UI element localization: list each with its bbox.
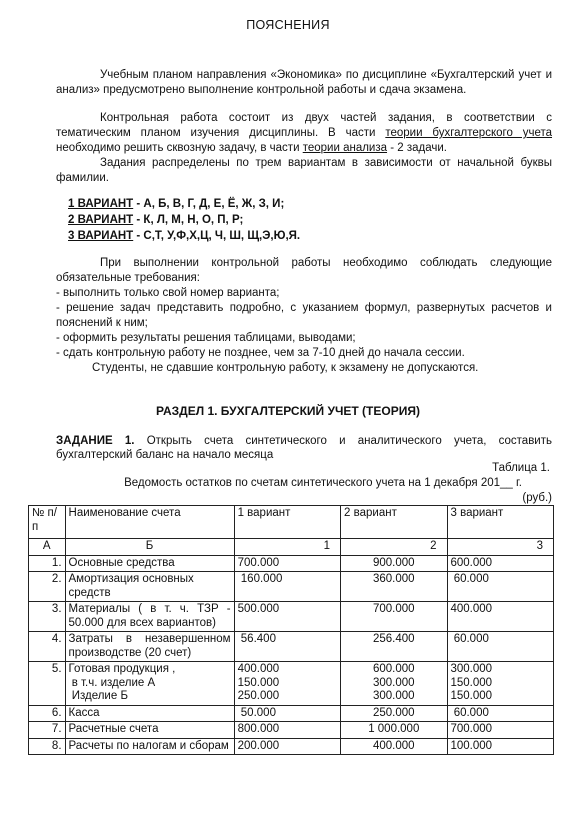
subheader-cell: 2: [341, 539, 447, 556]
row-variant-3: 100.000: [447, 738, 554, 755]
header-cell: № п/п: [29, 506, 66, 539]
variant-label: 3 ВАРИАНТ: [68, 230, 134, 242]
row-variant-3: 700.000: [447, 722, 554, 739]
task-label: ЗАДАНИЕ 1.: [56, 435, 135, 447]
row-variant-3: 60.000: [447, 632, 554, 662]
row-account: Готовая продукция , в т.ч. изделие А Изделие Б: [65, 662, 234, 706]
row-variant-2: 250.000: [341, 705, 447, 722]
header-cell: 2 вариант: [341, 506, 447, 539]
table-subheader-row: [29, 539, 554, 556]
row-number: 4.: [29, 632, 66, 662]
row-variant-1: 700.000: [234, 555, 340, 572]
header-cell: Наименование счета: [65, 506, 234, 539]
row-variant-3: 600.000: [447, 555, 554, 572]
requirement-item: - оформить результаты решения таблицами, выводами;: [56, 332, 356, 344]
row-account: Амортизация основных средств: [65, 572, 234, 602]
row-number: 7.: [29, 722, 66, 739]
row-number: 5.: [29, 662, 66, 706]
row-variant-3: 60.000: [447, 705, 554, 722]
row-variant-3: 300.000 150.000 150.000: [447, 662, 554, 706]
table-row: [29, 705, 554, 722]
table-row: [29, 632, 554, 662]
theory-analysis-link: теории анализа: [302, 142, 388, 154]
table-label: Таблица 1.: [492, 462, 550, 474]
row-account: Расчеты по налогам и сборам: [65, 738, 234, 755]
row-account: Материалы ( в т. ч. ТЗР - 50.000 для всех вариантов): [65, 602, 234, 632]
row-variant-1: 160.000: [234, 572, 340, 602]
row-variant-3: 400.000: [447, 602, 554, 632]
row-account: Расчетные счета: [65, 722, 234, 739]
table-row: [29, 738, 554, 755]
variant-label: 2 ВАРИАНТ: [68, 214, 134, 226]
row-number: 1.: [29, 555, 66, 572]
row-number: 6.: [29, 705, 66, 722]
page-title: ПОЯСНЕНИЯ: [246, 18, 330, 32]
variant-label: 1 ВАРИАНТ: [68, 198, 134, 210]
table-caption: Ведомость остатков по счетам синтетического учета на 1 декабря 201__ г.: [124, 477, 522, 489]
section-title: РАЗДЕЛ 1. БУХГАЛТЕРСКИЙ УЧЕТ (ТЕОРИЯ): [156, 404, 420, 418]
requirement-item: - решение задач представить подробно, с указанием формул, развернутых расчетов и пояснений к ним;: [56, 302, 552, 329]
requirement-item: - выполнить только свой номер варианта;: [56, 287, 280, 299]
row-variant-1: 400.000 150.000 250.000: [234, 662, 340, 706]
table-row: [29, 722, 554, 739]
variant-letters: - К, Л, М, Н, О, П, Р;: [133, 214, 244, 226]
row-variant-1: 500.000: [234, 602, 340, 632]
intro-paragraph-3: Задания распределены по трем вариантам в зависимости от начальной буквы фамилии.: [56, 157, 552, 184]
subheader-cell: А: [29, 539, 66, 556]
row-number: 8.: [29, 738, 66, 755]
requirements-lead: При выполнении контрольной работы необходимо соблюдать следующие обязательные требования:: [56, 257, 552, 284]
task-1: [56, 434, 552, 462]
variant-letters: - С,Т, У,Ф,Х,Ц, Ч, Ш, Щ,Э,Ю,Я.: [133, 230, 301, 242]
row-account: Основные средства: [65, 555, 234, 572]
variant-2: [68, 213, 243, 228]
variant-1: [68, 197, 284, 212]
row-variant-2: 256.400: [341, 632, 447, 662]
row-account: Затраты в незавершенном производстве (20 счет): [65, 632, 234, 662]
row-variant-2: 900.000: [341, 555, 447, 572]
row-variant-1: 50.000: [234, 705, 340, 722]
intro-paragraph-1: Учебным планом направления «Экономика» по дисциплине «Бухгалтерский учет и анализ» предусмотрено выполнение контрольной работы и сдача экзамена.: [56, 69, 552, 96]
row-variant-2: 360.000: [341, 572, 447, 602]
row-variant-1: 56.400: [234, 632, 340, 662]
table-header-row: [29, 506, 554, 539]
subheader-cell: Б: [65, 539, 234, 556]
row-number: 2.: [29, 572, 66, 602]
task-text: Открыть счета синтетического и аналитического учета, составить бухгалтерский баланс на начало месяца: [56, 435, 552, 461]
row-variant-2: 700.000: [341, 602, 447, 632]
header-cell: 3 вариант: [447, 506, 554, 539]
row-variant-2: 400.000: [341, 738, 447, 755]
row-variant-1: 200.000: [234, 738, 340, 755]
requirements-note: Студенты, не сдавшие контрольную работу, к экзамену не допускаются.: [92, 362, 479, 374]
balances-table: [28, 505, 554, 755]
table-row: [29, 555, 554, 572]
row-variant-2: 1 000.000: [341, 722, 447, 739]
table-row: [29, 572, 554, 602]
row-variant-1: 800.000: [234, 722, 340, 739]
variant-3: [68, 229, 300, 244]
table-unit: (руб.): [522, 492, 552, 504]
subheader-cell: 3: [447, 539, 554, 556]
intro-paragraph-2-text-b: необходимо решить сквозную задачу, в части: [56, 142, 303, 154]
table-row: [29, 602, 554, 632]
variant-letters: - А, Б, В, Г, Д, Е, Ё, Ж, З, И;: [133, 198, 285, 210]
subheader-cell: 1: [234, 539, 340, 556]
intro-paragraph-2-text-a: Контрольная работа состоит из двух частей задания, в соответствии с тематическим планом изучения дисциплины. В части: [56, 112, 552, 139]
table-row: [29, 662, 554, 706]
requirement-item: - сдать контрольную работу не позднее, чем за 7-10 дней до начала сессии.: [56, 347, 465, 359]
row-variant-2: 600.000 300.000 300.000: [341, 662, 447, 706]
header-cell: 1 вариант: [234, 506, 340, 539]
intro-paragraph-2: [56, 111, 552, 156]
row-number: 3.: [29, 602, 66, 632]
row-account: Касса: [65, 705, 234, 722]
row-variant-3: 60.000: [447, 572, 554, 602]
theory-accounting-link: теории бухгалтерского учета: [385, 127, 553, 139]
intro-paragraph-2-text-c: - 2 задачи.: [387, 142, 447, 154]
